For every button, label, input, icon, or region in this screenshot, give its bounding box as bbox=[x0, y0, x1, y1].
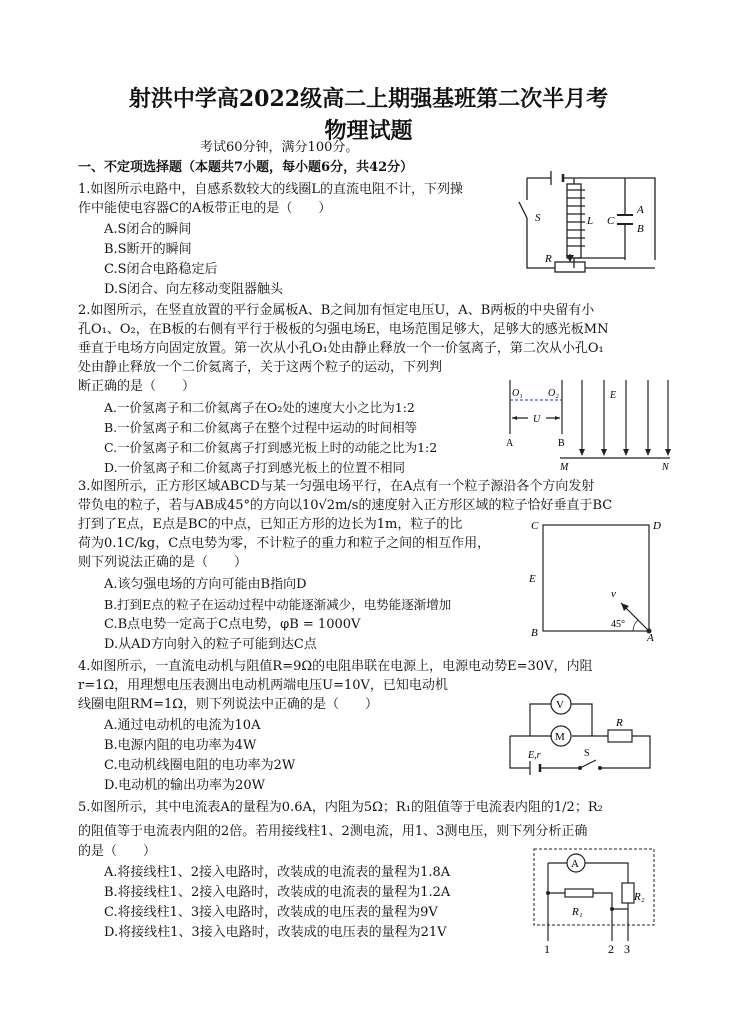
q3-option-d: D.从AD方向射入的粒子可能到达C点 bbox=[104, 637, 317, 652]
q5-option-d: D.将接线柱1、3接入电路时，改装成的电压表的量程为21V bbox=[104, 925, 447, 940]
figure-q4-motor-circuit bbox=[500, 690, 660, 780]
figure-q1-inductor-circuit bbox=[515, 158, 665, 288]
q4-option-c: C.电动机线圈电阻的电功率为2W bbox=[104, 758, 296, 773]
q2-stem-line2: 孔O₁、O₂，在B板的右侧有平行于极板的匀强电场E，电场范围足够大，足够大的感光板MN bbox=[78, 322, 609, 337]
fig3-label-d: D bbox=[653, 520, 661, 532]
q2-option-c: C.一价氢离子和二价氦离子打到感光板上时的动能之比为1:2 bbox=[104, 440, 438, 455]
q5-option-c: C.将接线柱1、3接入电路时，改装成的电压表的量程为9V bbox=[104, 905, 438, 920]
q4-stem-line3: 线圈电阻RM=1Ω，则下列说法中正确的是（ ） bbox=[78, 697, 379, 712]
fig2-label-m: M bbox=[560, 462, 569, 473]
figure-q2-field-diagram bbox=[500, 378, 680, 473]
q1-stem-line1: 1.如图所示电路中，自感系数较大的线圈L的直流电阻不计，下列操 bbox=[78, 182, 464, 197]
subject-title: 物理试题 bbox=[324, 118, 413, 144]
fig3-label-e: E bbox=[529, 573, 536, 585]
fig2-label-u: U bbox=[533, 414, 541, 425]
exam-info: 考试60分钟，满分100分。 bbox=[200, 140, 359, 155]
fig2-label-a: A bbox=[506, 438, 514, 449]
q1-option-d: D.S闭合、向左移动变阻器触头 bbox=[104, 282, 283, 297]
q2-stem-line1: 2.如图所示，在竖直放置的平行金属板A、B之间加有恒定电压U，A、B两板的中央留有小 bbox=[78, 303, 595, 318]
q1-option-c: C.S闭合电路稳定后 bbox=[104, 262, 218, 277]
fig3-label-b: B bbox=[531, 627, 538, 639]
fig1-label-S: S bbox=[535, 212, 541, 224]
q3-stem-line4: 荷为0.1C/kg，C点电势为零，不计粒子的重力和粒子之间的相互作用， bbox=[78, 536, 491, 551]
fig3-label-a: A bbox=[647, 632, 654, 644]
q5-option-a: A.将接线柱1、2接入电路时，改装成的电流表的量程为1.8A bbox=[104, 865, 451, 880]
q1-stem-line2: 作中能使电容器C的A板带正电的是（ ） bbox=[78, 201, 332, 216]
fig5-terminal-1: 1 bbox=[544, 942, 550, 955]
q5-stem-line2: 的阻值等于电流表内阻的2倍。若用接线柱1、2测电流，用1、3测电压，则下列分析正确 bbox=[78, 824, 588, 839]
fig1-label-A: A bbox=[637, 204, 644, 216]
q3-option-b: B.打到E点的粒子在运动过程中动能逐渐减少，电势能逐渐增加 bbox=[104, 597, 452, 612]
q3-stem-line2: 带负电的粒子，若与AB成45°的方向以10√2m/s的速度射入正方形区域的粒子恰好垂直于BC bbox=[78, 498, 613, 513]
q4-option-d: D.电动机的输出功率为20W bbox=[104, 778, 265, 793]
fig1-label-L: L bbox=[587, 215, 594, 227]
q3-option-c: C.B点电势一定高于C点电势，φB = 1000V bbox=[104, 617, 361, 632]
fig2-label-e: E bbox=[610, 390, 617, 401]
fig1-label-B: B bbox=[637, 223, 644, 235]
fig3-label-v: v bbox=[611, 588, 616, 600]
fig2-label-n: N bbox=[662, 462, 669, 473]
fig2-label-o2: O₂ bbox=[548, 388, 559, 399]
q3-stem-line5: 则下列说法正确的是（ ） bbox=[78, 555, 248, 570]
fig1-label-C: C bbox=[607, 215, 615, 227]
fig3-label-angle: 45° bbox=[611, 619, 625, 630]
figure-q3-square-field bbox=[525, 515, 670, 645]
q3-stem-line1: 3.如图所示，正方形区域ABCD与某一匀强电场平行，在A点有一个粒子源沿各个方向发射 bbox=[78, 479, 595, 494]
q2-option-d: D.一价氢离子和二价氦离子打到感光板上的位置不相同 bbox=[104, 460, 406, 475]
fig2-label-b: B bbox=[558, 438, 565, 449]
fig4-label-s: S bbox=[584, 748, 590, 759]
section-heading: 一、不定项选择题（本题共7小题，每小题6分，共42分） bbox=[78, 160, 414, 175]
fig5-terminal-2: 2 bbox=[608, 942, 614, 955]
fig4-label-r: R bbox=[616, 717, 623, 729]
fig2-label-o1: O₁ bbox=[512, 388, 523, 399]
q5-stem-line3: 的是（ ） bbox=[78, 844, 157, 859]
fig4-voltmeter-label: V bbox=[556, 699, 564, 711]
q4-stem-line1: 4.如图所示，一直流电动机与阻值R=9Ω的电阻串联在电源上，电源电动势E=30V，内阻 bbox=[78, 659, 593, 674]
q2-stem-line5: 断正确的是（ ） bbox=[78, 379, 196, 394]
fig1-label-R: R bbox=[545, 253, 552, 265]
fig5-label-r1: R₁ bbox=[572, 906, 583, 918]
fig4-label-er: E,r bbox=[528, 750, 541, 761]
q2-stem-line4: 处由静止释放一个二价氦离子，关于这两个粒子的运动，下列判 bbox=[78, 360, 443, 375]
q2-option-b: B.一价氢离子和二价氦离子在整个过程中运动的时间相等 bbox=[104, 420, 418, 435]
q3-option-a: A.该匀强电场的方向可能由B指向D bbox=[104, 577, 307, 592]
q5-option-b: B.将接线柱1、2接入电路时，改装成的电流表的量程为1.2A bbox=[104, 885, 451, 900]
fig5-terminal-3: 3 bbox=[624, 942, 630, 955]
fig4-motor-label: M bbox=[555, 731, 565, 743]
q5-stem-line1: 5.如图所示，其中电流表A的量程为0.6A，内阻为5Ω；R₁的阻值等于电流表内阻的1/2；R₂ bbox=[78, 800, 603, 815]
q4-stem-line2: r=1Ω，用理想电压表测出电动机两端电压U=10V，已知电动机 bbox=[78, 678, 448, 693]
q1-option-b: B.S断开的瞬间 bbox=[104, 242, 192, 257]
q4-option-a: A.通过电动机的电流为10A bbox=[104, 718, 261, 733]
exam-title: 射洪中学高2022级高二上期强基班第二次半月考 bbox=[128, 86, 609, 112]
q3-stem-line3: 打到了E点，E点是BC的中点，已知正方形的边长为1m，粒子的比 bbox=[78, 517, 463, 532]
fig3-label-c: C bbox=[531, 520, 539, 532]
q1-option-a: A.S闭合的瞬间 bbox=[104, 222, 192, 237]
figure-q5-ammeter-circuit bbox=[530, 845, 660, 955]
q2-stem-line3: 垂直于电场方向固定放置。第一次从小孔O₁处由静止释放一个一价氢离子，第二次从小孔O₁ bbox=[78, 341, 604, 356]
q2-option-a: A.一价氢离子和二价氦离子在O₂处的速度大小之比为1:2 bbox=[104, 400, 415, 415]
fig5-label-r2: R₂ bbox=[634, 891, 645, 903]
fig5-ammeter-label: A bbox=[571, 858, 579, 870]
q4-option-b: B.电源内阻的电功率为4W bbox=[104, 738, 257, 753]
